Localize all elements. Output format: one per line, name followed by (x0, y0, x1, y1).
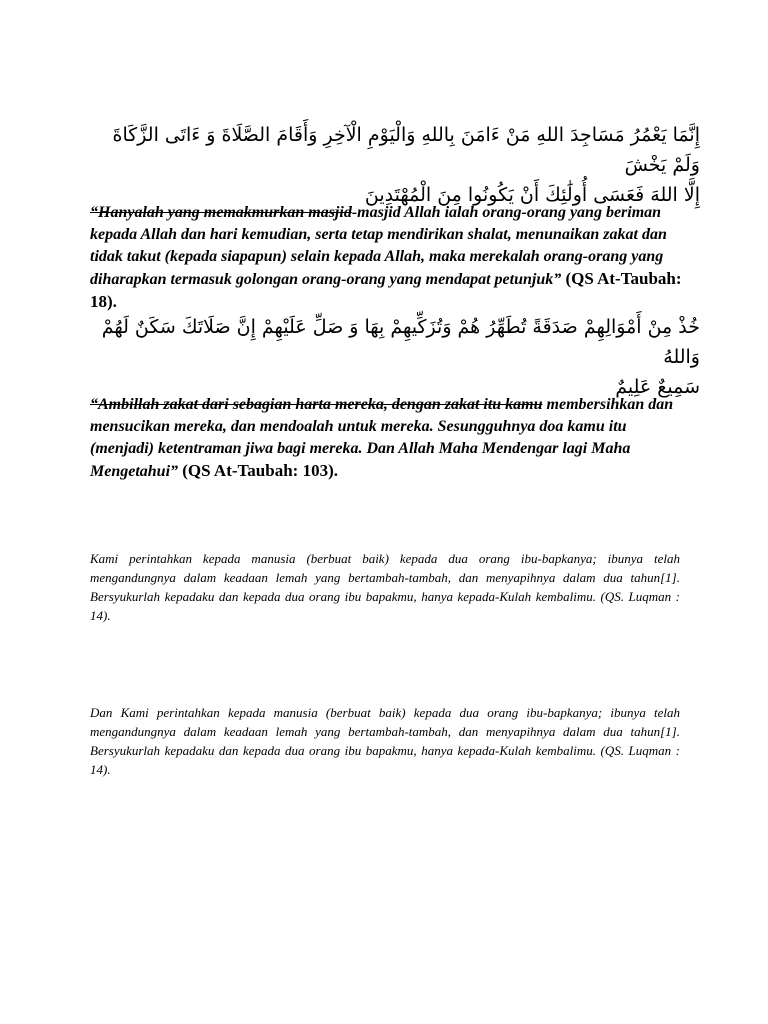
verse-1-translation-body: -masjid Allah ialah orang-orang yang beriman kepada Allah dan hari kemudian, serta tetap mendirikan shalat, menunaikan zakat dan tidak takut (kepada siapapun) selain kepada Allah, maka merekalah orang-orang yang diharapkan termasuk golongan orang-orang yang mendapat petunjuk” (90, 204, 667, 288)
verse-1-reference: (QS At-Taubah: 18). (90, 269, 682, 311)
verse-1-arabic-line-1: إِنَّمَا يَعْمُرُ مَسَاجِدَ اللهِ مَنْ ءَامَنَ بِاللهِ وَالْيَوْمِ الْآخِرِ وَأَقَامَ الصَّلَاةَ وَ ءَاتَى الزَّكَاةَ وَلَمْ يَخْشَ (112, 124, 700, 176)
verse-2-arabic-line-1: خُذْ مِنْ أَمْوَالِهِمْ صَدَقَةً تُطَهِّرُ هُمْ وَتُزَكِّيهِمْ بِهَا وَ صَلِّ عَلَيْهِمْ إِنَّ صَلَاتَكَ سَكَنٌ لَهُمْ وَاللهُ (101, 316, 700, 368)
verse-2-reference: (QS At-Taubah: 103). (178, 461, 338, 480)
verse-2-translation (90, 394, 690, 483)
verse-2-arabic (86, 312, 700, 402)
verse-2-arabic-line-2: سَمِيعٌ عَلِيمٌ (615, 376, 700, 398)
verse-2-translation-lead: “Ambillah zakat dari sebagian harta mereka, dengan zakat itu kamu (90, 396, 543, 413)
verse-1-arabic-line-2: إِلَّا اللهَ فَعَسَى أُولَٰئِكَ أَنْ يَكُونُوا مِنَ الْمُهْتَدِينَ (364, 184, 700, 206)
verse-2-translation-body: membersihkan dan mensucikan mereka, dan mendoalah untuk mereka. Sesungguhnya doa kamu itu (menjadi) ketentraman jiwa bagi mereka. Dan Allah Maha Mendengar lagi Maha Mengetahui” (90, 396, 674, 480)
verse-1-translation-lead: “Hanyalah yang memakmurkan masjid (90, 204, 352, 221)
luqman-paragraph-2: Dan Kami perintahkan kepada manusia (berbuat baik) kepada dua orang ibu-bapkanya; ibunya telah mengandungnya dalam keadaan lemah yang bertambah-tambah, dan menyapihnya dalam dua tahun[1]. Bersyukurlah kepadaku dan kepada dua orang ibu bapakmu, hanya kepada-Kulah kembalimu. (QS. Luqman : 14). (90, 705, 680, 777)
verse-1-translation (90, 202, 690, 314)
luqman-paragraph-1: Kami perintahkan kepada manusia (berbuat baik) kepada dua orang ibu-bapkanya; ibunya telah mengandungnya dalam keadaan lemah yang bertambah-tambah, dan menyapihnya dalam dua tahun[1]. Bersyukurlah kepadaku dan kepada dua orang ibu bapakmu, hanya kepada-Kulah kembalimu. (QS. Luqman : 14). (90, 551, 680, 623)
verse-1-arabic (86, 120, 700, 210)
